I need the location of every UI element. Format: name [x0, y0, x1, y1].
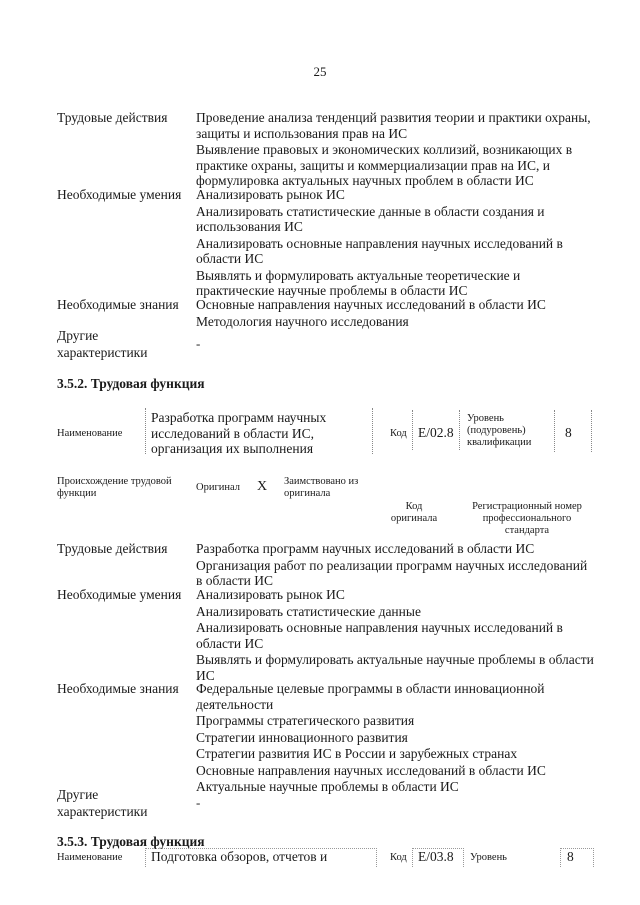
level-value: 8: [565, 425, 572, 440]
borrowed-label: Заимствовано из оригинала: [284, 476, 359, 499]
list-item: Стратегии развития ИС в России и зарубежных странах: [196, 746, 518, 761]
level-label: Уровень (подуровень) квалификации: [467, 413, 532, 448]
name-label: Наименование: [57, 852, 123, 863]
row-label-other: [57, 786, 197, 820]
list-item: Анализировать рынок ИС: [196, 187, 345, 202]
row-label-other: [57, 327, 197, 361]
reg-number-label: Регистрационный номер профессионального стандарта: [472, 501, 582, 536]
name-value: Подготовка обзоров, отчетов и: [151, 849, 328, 864]
code-label: Код: [390, 852, 407, 863]
list-item: Основные направления научных исследований в области ИС: [196, 762, 546, 778]
code-value: E/03.8: [418, 849, 454, 864]
list-item: Методология научного исследования: [196, 313, 409, 329]
skills-list: [196, 587, 596, 684]
list-item: Стратегии инновационного развития: [196, 729, 408, 745]
list-item: Разработка программ научных исследований в области ИС: [196, 541, 535, 556]
row-label-skills: Необходимые умения: [57, 587, 182, 602]
name-value: Разработка программ научных исследований в области ИС, организация их выполнения: [151, 410, 327, 456]
original-label: Оригинал: [196, 482, 240, 493]
page-number: 25: [313, 64, 327, 79]
level-label: Уровень: [470, 852, 507, 863]
row-label-labor-actions: Трудовые действия: [57, 541, 168, 556]
code-value: E/02.8: [418, 425, 454, 440]
list-item: Организация работ по реализации программ научных исследований в области ИС: [196, 557, 588, 588]
skills-list: [196, 187, 596, 300]
original-mark: X: [257, 479, 268, 494]
labor-actions-list: [196, 110, 596, 190]
knowledge-list: [196, 297, 596, 330]
section-title: 3.5.2. Трудовая функция: [57, 376, 205, 391]
list-item: Анализировать рынок ИС: [196, 587, 345, 602]
list-item: Анализировать основные направления научных исследований в области ИС: [196, 235, 563, 266]
other-value: -: [196, 795, 201, 810]
list-item: Выявлять и формулировать актуальные теоретические и практические научные проблемы в области ИС: [196, 267, 521, 298]
level-value: 8: [567, 849, 574, 864]
knowledge-list: [196, 681, 596, 796]
labor-actions-list: [196, 541, 596, 590]
list-item: Федеральные целевые программы в области инновационной деятельности: [196, 681, 545, 712]
list-item: Анализировать основные направления научных исследований в области ИС: [196, 620, 563, 651]
list-item: Выявлять и формулировать актуальные научные проблемы в области ИС: [196, 652, 594, 683]
list-item: Проведение анализа тенденций развития теории и практики охраны, защиты и использования прав на ИС: [196, 110, 591, 141]
row-label-knowledge: Необходимые знания: [57, 681, 179, 696]
list-item: Программы стратегического развития: [196, 713, 415, 728]
other-value: -: [196, 336, 201, 351]
list-item: Выявление правовых и экономических коллизий, возникающих в практике охраны, защиты и коммерциализации прав на ИС, и формулировка актуальных научных проблем в области ИС: [196, 142, 573, 188]
other-label-line-2: характеристики: [57, 345, 148, 360]
list-item: Анализировать статистические данные: [196, 603, 421, 619]
list-item: Актуальные научные проблемы в области ИС: [196, 779, 459, 794]
level-box: [560, 848, 594, 867]
other-label-line-1: Другие: [57, 328, 99, 343]
other-label-line-2: характеристики: [57, 804, 148, 819]
list-item: Основные направления научных исследований в области ИС: [196, 297, 546, 312]
level-box: [554, 410, 592, 452]
row-label-labor-actions: Трудовые действия: [57, 110, 168, 125]
list-item: Анализировать статистические данные в области создания и использования ИС: [196, 203, 545, 234]
other-label-line-1: Другие: [57, 787, 99, 802]
code-label: Код: [390, 428, 407, 439]
name-label: Наименование: [57, 428, 123, 439]
origin-label: Происхождение трудовой функции: [57, 476, 172, 499]
code-original-label: Код оригинала: [390, 501, 438, 524]
row-label-skills: Необходимые умения: [57, 187, 182, 202]
row-label-knowledge: Необходимые знания: [57, 297, 179, 312]
section-title: 3.5.3. Трудовая функция: [57, 834, 205, 849]
